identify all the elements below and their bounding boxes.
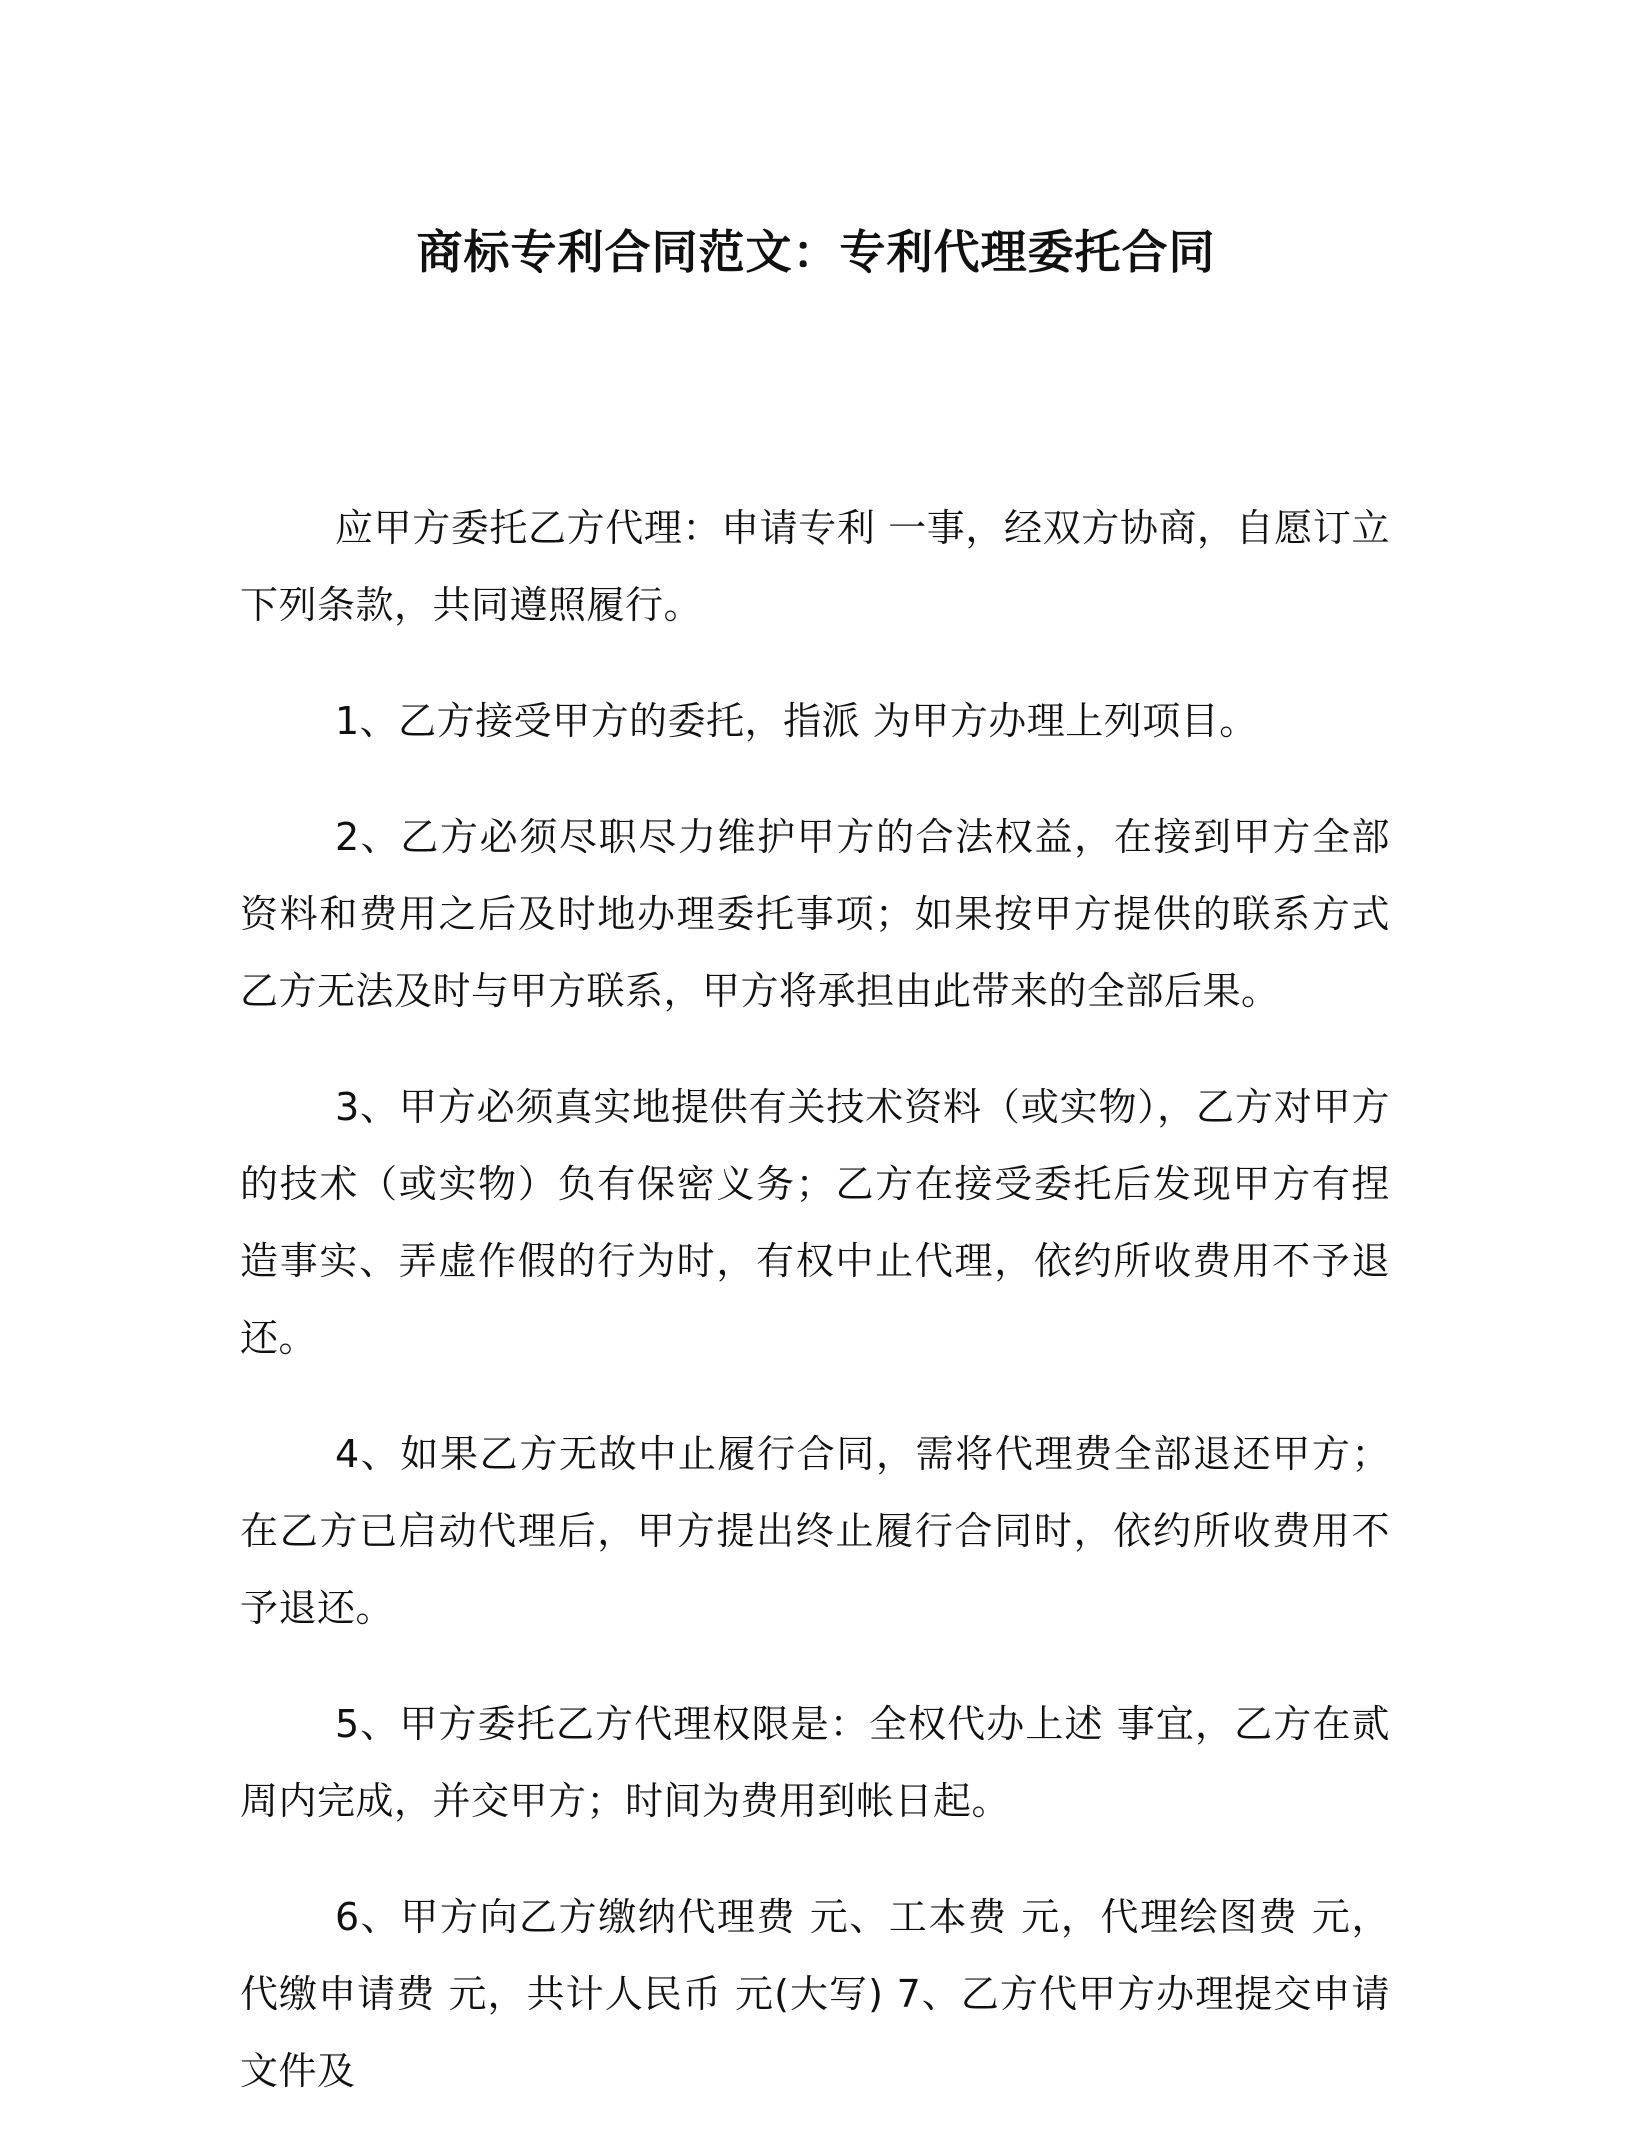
clause-6-7: 6、甲方向乙方缴纳代理费 元、工本费 元，代理绘图费 元，代缴申请费 元，共计人民币 元(大写) 7、乙方代甲方办理提交申请文件及 <box>240 1895 1390 2093</box>
clause-4: 4、如果乙方无故中止履行合同，需将代理费全部退还甲方；在乙方已启动代理后，甲方提出终止履行合同时，依约所收费用不予退还。 <box>240 1432 1390 1630</box>
document-title: 商标专利合同范文：专利代理委托合同 <box>416 225 1216 279</box>
clause-1: 1、乙方接受甲方的委托，指派 为甲方办理上列项目。 <box>335 699 1258 743</box>
clause-3: 3、甲方必须真实地提供有关技术资料（或实物），乙方对甲方的技术（或实物）负有保密义务；乙方在接受委托后发现甲方有捏造事实、弄虚作假的行为时，有权中止代理，依约所收费用不予退还。 <box>240 1085 1390 1360</box>
document-body <box>240 490 1390 2149</box>
clause-2: 2、乙方必须尽职尽力维护甲方的合法权益，在接到甲方全部资料和费用之后及时地办理委托事项；如果按甲方提供的联系方式乙方无法及时与甲方联系，甲方将承担由此带来的全部后果。 <box>240 815 1390 1013</box>
intro-paragraph: 应甲方委托乙方代理：申请专利 一事，经双方协商，自愿订立下列条款，共同遵照履行。 <box>240 506 1390 627</box>
clause-5: 5、甲方委托乙方代理权限是：全权代办上述 事宜，乙方在贰周内完成，并交甲方；时间为费用到帐日起。 <box>240 1702 1390 1823</box>
